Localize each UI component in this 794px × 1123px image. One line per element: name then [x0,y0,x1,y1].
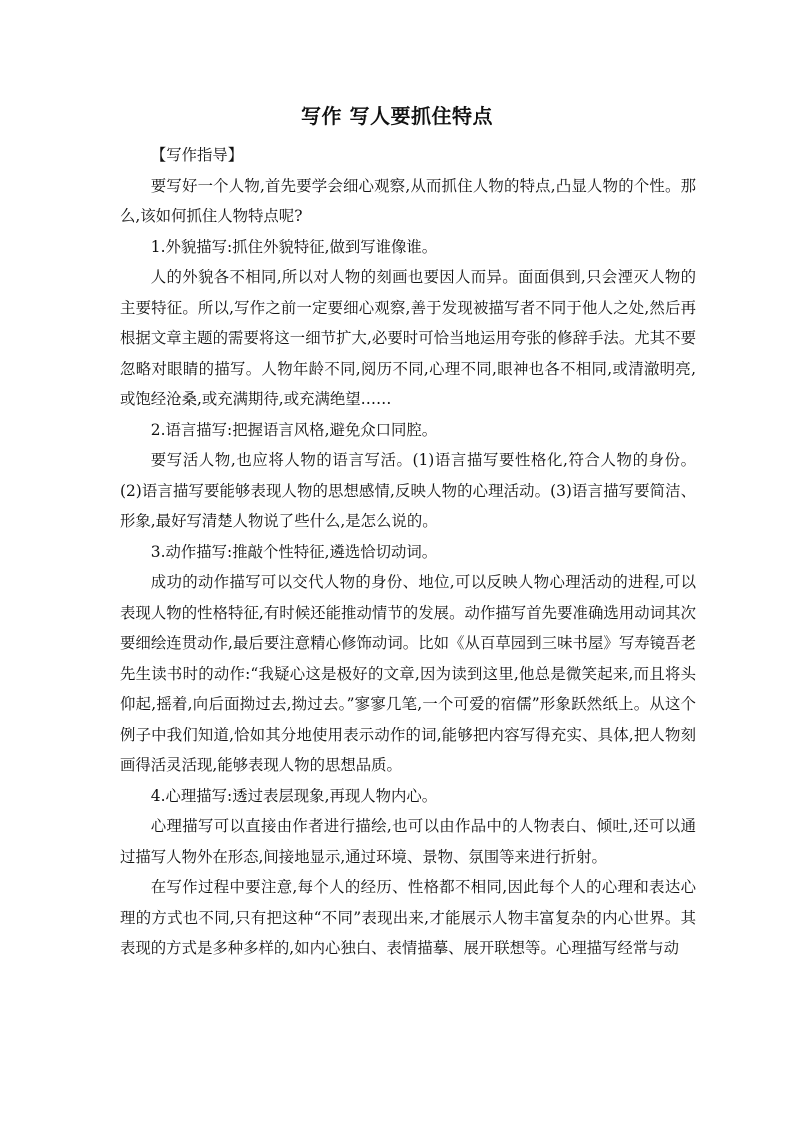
document-body [120,140,696,964]
paragraph-psychology-2: 在写作过程中要注意,每个人的经历、性格都不相同,因此每个人的心理和表达心理的方式也不同,只有把这种“不同”表现出来,才能展示人物丰富复杂的内心世界。其表现的方式是多种多样的,如内心独白、表情描摹、展开联想等。心理描写经常与动 [120,878,696,957]
subheading-language: 2.语言描写:把握语言风格,避免众口同腔。 [150,420,438,439]
paragraph-appearance: 人的外貌各不相同,所以对人物的刻画也要因人而异。面面俱到,只会湮灭人物的主要特征。所以,写作之前一定要细心观察,善于发现被描写者不同于他人之处,然后再根据文章主题的需要将这一细节扩大,必要时可恰当地运用夸张的修辞手法。尤其不要忽略对眼睛的描写。人物年龄不同,阅历不同,心理不同,眼神也各不相同,或清澈明亮,或饱经沧桑,或充满期待,或充满绝望…… [120,268,696,408]
paragraph-psychology-1: 心理描写可以直接由作者进行描绘,也可以由作品中的人物表白、倾吐,还可以通过描写人物外在形态,间接地显示,通过环境、景物、氛围等来进行折射。 [120,817,696,866]
paragraph-intro: 要写好一个人物,首先要学会细心观察,从而抓住人物的特点,凸显人物的个性。那么,该如何抓住人物特点呢? [120,176,696,225]
paragraph-action: 成功的动作描写可以交代人物的身份、地位,可以反映人物心理活动的进程,可以表现人物的性格特征,有时候还能推动情节的发展。动作描写首先要准确选用动词其次要细绘连贯动作,最后要注意精心修饰动词。比如《从百草园到三味书屋》写寿镜吾老先生读书时的动作:“我疑心这是极好的文章,因为读到这里,他总是微笑起来,而且将头仰起,摇着,向后面拗过去,拗过去。”寥寥几笔,一个可爱的宿儒”形象跃然纸上。从这个例子中我们知道,恰如其分地使用表示动作的词,能够把内容写得充实、具体,把人物刻画得活灵活现,能够表现人物的思想品质。 [120,573,696,774]
document-title: 写作 写人要抓住特点 [301,104,493,128]
subheading-psychology: 4.心理描写:透过表层现象,再现人物内心。 [150,786,438,805]
subheading-action: 3.动作描写:推敲个性特征,遴选恰切动词。 [150,542,438,561]
paragraph-language: 要写活人物,也应将人物的语言写活。(1)语言描写要性格化,符合人物的身份。(2)语言描写要能够表现人物的思想感情,反映人物的心理活动。(3)语言描写要简洁、形象,最好写清楚人物说了些什么,是怎么说的。 [120,451,696,530]
section-heading-writing-guide: 【写作指导】 [150,146,244,164]
subheading-appearance: 1.外貌描写:抓住外貌特征,做到写谁像谁。 [150,237,438,256]
